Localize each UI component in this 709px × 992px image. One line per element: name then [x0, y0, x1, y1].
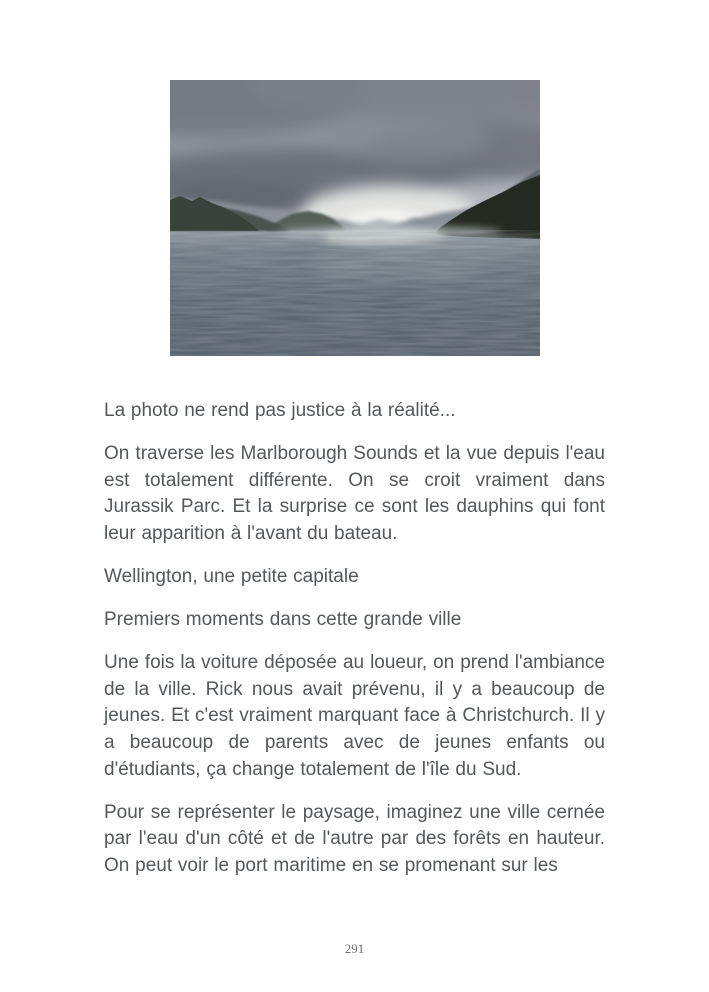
paragraph-premiers-moments: Premiers moments dans cette grande ville [104, 609, 462, 631]
paragraph-intro: La photo ne rend pas justice à la réalité... [104, 400, 456, 421]
seascape-photo [170, 80, 540, 356]
paragraph-paysage: Pour se représenter le paysage, imaginez une ville cernée par l'eau d'un côté et de l'autre par des forêts en hauteur. On peut voir le port maritime en se promenant sur les [104, 801, 605, 876]
paragraph-wellington-title: Wellington, une petite capitale [104, 565, 359, 587]
paragraph-ambiance-ville: Une fois la voiture déposée au loueur, on prend l'ambiance de la ville. Rick nous avait prévenu, il y a beaucoup de jeunes. Et c'est vraiment marquant face à Christchurch. Il y a beaucoup de parents avec de jeunes enfants ou d'étudiants, ça change totalement de l'île du Sud. [104, 652, 605, 780]
article-body [104, 398, 605, 879]
seascape-photo-graphic [170, 80, 540, 356]
page-number: 291 [344, 941, 365, 956]
paragraph-marlborough: On traverse les Marlborough Sounds et la vue depuis l'eau est totalement différente. On se croit vraiment dans Jurassik Parc. Et la surprise ce sont les dauphins qui font leur apparition à l'avant du bateau. [104, 443, 605, 544]
